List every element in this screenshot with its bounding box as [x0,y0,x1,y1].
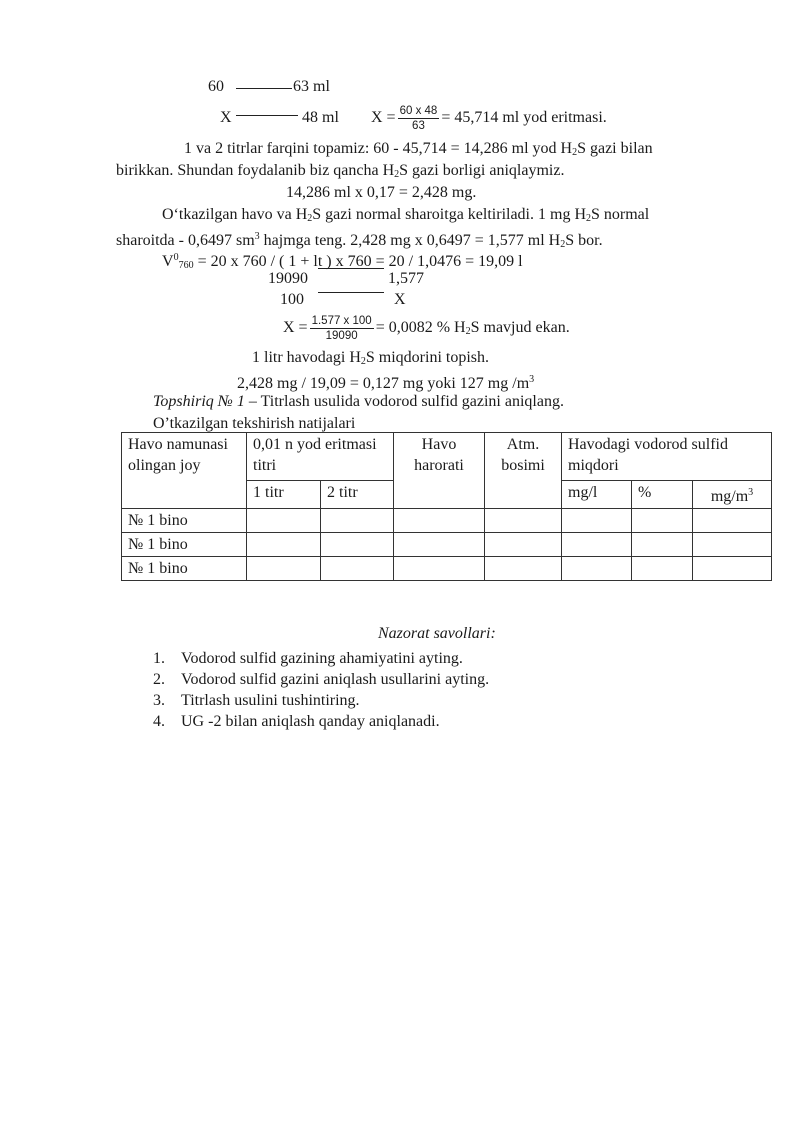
list-item: 4. UG -2 bilan aniqlash qanday aniqlanadi. [153,713,440,730]
empty-cell [693,557,772,581]
proportion-2-row-1-left: 19090 [268,270,308,287]
empty-cell [562,533,632,557]
fraction-formula-1: X = $\frac{60 x 48}{63}$ = 45,714 ml yod eritmasi. [371,104,607,132]
header-unit-mgm3: $mg/m^3$ [693,481,772,509]
table-row [122,509,772,533]
empty-cell [321,533,394,557]
list-item: 2. Vodorod sulfid gazini aniqlash usullarini ayting. [153,671,490,688]
final-result-line: 2,428 mg / 19,09 = 0,127 mg yoki 127 mg $/m^3$ [237,374,535,392]
header-unit-mgl: mg/l [562,481,632,509]
proportion-row-2-left: X [220,109,232,126]
list-item: 3. Titrlash usulini tushintiring. [153,692,360,709]
empty-cell [632,557,693,581]
empty-cell [693,533,772,557]
empty-cell [247,533,321,557]
proportion-2-row-2-right: X [394,291,406,308]
empty-cell [562,509,632,533]
empty-cell [394,557,485,581]
empty-cell [321,509,394,533]
proportion-dash [318,292,384,293]
empty-cell [693,509,772,533]
proportion-2-row-1-right: 1,577 [388,270,424,287]
row-label: № 1 bino [122,557,247,581]
liter-line: 1 litr havodagi $H_2S$ miqdorini topish. [252,349,489,367]
header-temperature: Havo harorati [394,433,485,509]
table-row [122,533,772,557]
fraction-formula-2: X = $\frac{1.577 x 100}{19090}$ = 0,0082 % $H_2S$ mavjud ekan. [283,314,570,342]
proportion-2-row-2-left: 100 [280,291,304,308]
difference-line: 1 va 2 titrlar farqini topamiz: 60 - 45,714 = 14,286 ml yod $H_2S$ gazi bilan [184,140,653,158]
list-item: 1. Vodorod sulfid gazining ahamiyatini ayting. [153,650,463,667]
header-amount: Havodagi vodorod sulfid miqdori [562,433,772,481]
questions-heading: Nazorat savollari: [378,625,496,642]
proportion-dash [236,115,298,116]
results-table [121,432,772,581]
row-label: № 1 bino [122,509,247,533]
header-unit-percent: % [632,481,693,509]
empty-cell [394,533,485,557]
empty-cell [632,533,693,557]
row-label: № 1 bino [122,533,247,557]
proportion-dash [236,88,292,89]
normal-conditions-line: O‘tkazilgan havo va $H_2S$ gazi normal sharoitga keltiriladi. 1 mg $H_2S$ normal [162,206,650,224]
proportion-row-2-right: 48 ml [302,109,339,126]
table-caption: O’tkazilgan tekshirish natijalari [153,415,356,432]
header-titr-2: 2 titr [321,481,394,509]
task-title: Topshiriq № 1 – Titrlash usulida vodorod sulfid gazini aniqlang. [153,393,564,410]
empty-cell [247,509,321,533]
table-row [122,557,772,581]
header-titr: 0,01 n yod eritmasi titri [247,433,394,481]
empty-cell [321,557,394,581]
questions-list [153,648,489,732]
empty-cell [485,557,562,581]
empty-cell [562,557,632,581]
empty-cell [485,533,562,557]
bound-line: birikkan. Shundan foydalanib biz qancha $H_2S$ gazi borligi aniqlaymiz. [116,162,565,180]
empty-cell [394,509,485,533]
proportion-row-1-left: 60 [208,78,224,95]
header-sample-place: Havo namunasi olingan joy [122,433,247,509]
conditions-line: sharoitda - 0,6497 $sm^3$ hajmga teng. 2,428 mg x 0,6497 = 1,577 ml $H_2S$ bor. [116,231,603,250]
volume-formula: $V^0_{760} = 20$ x 760 / ( 1 + lt ) x 760 = 20 / 1,0476 = 19,09 l [162,252,523,271]
empty-cell [247,557,321,581]
empty-cell [485,509,562,533]
proportion-dash [318,268,384,269]
header-pressure: Atm. bosimi [485,433,562,509]
multiplication-line: 14,286 ml x 0,17 = 2,428 mg. [286,184,477,201]
header-titr-1: 1 titr [247,481,321,509]
proportion-row-1-right: 63 ml [293,78,330,95]
empty-cell [632,509,693,533]
